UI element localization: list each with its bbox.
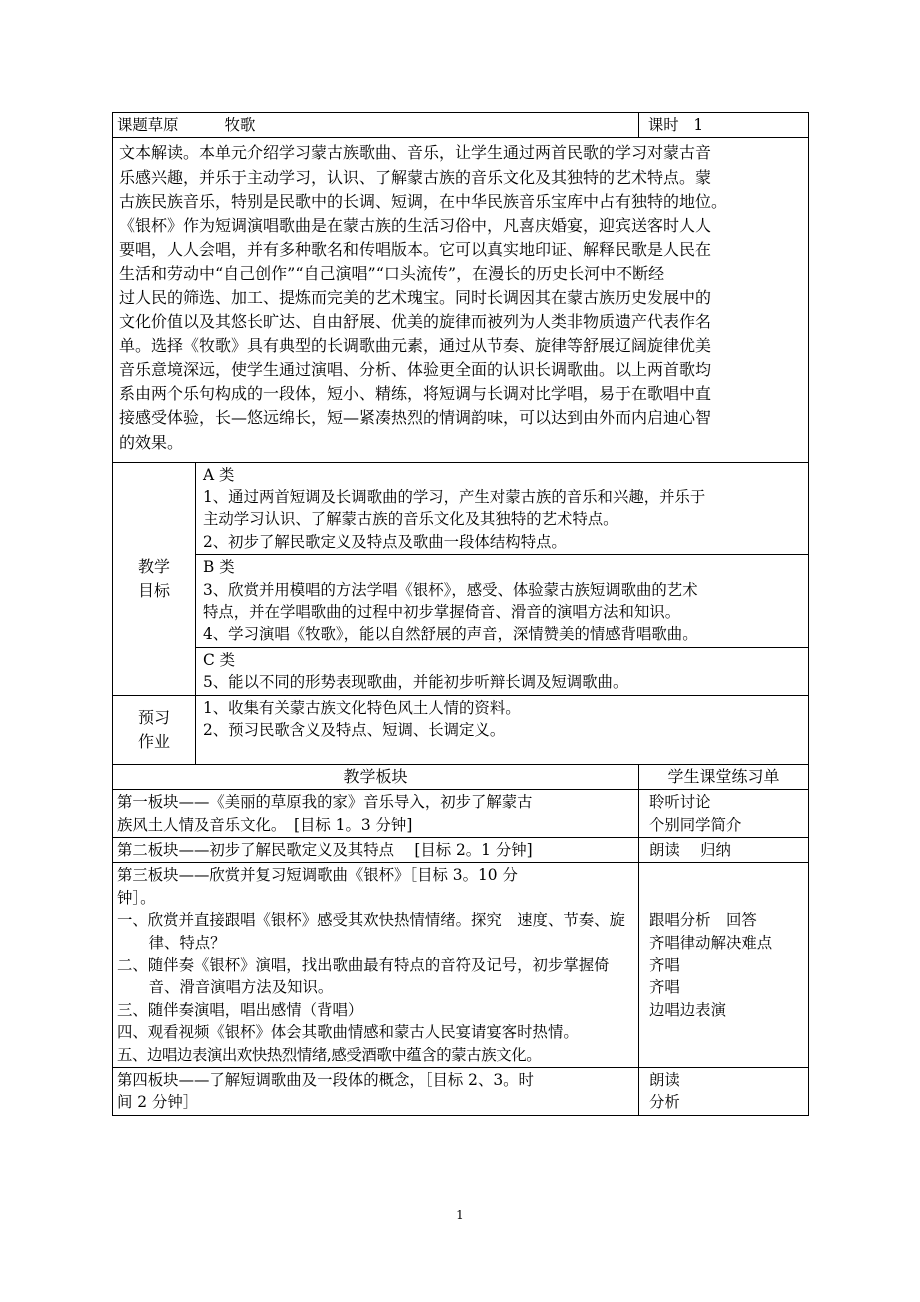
practice-line: 聆听讨论 (649, 793, 711, 812)
objectives-label-line: 目标 (137, 580, 170, 600)
page-number: 1 (456, 1208, 464, 1222)
preview-label (113, 695, 196, 764)
practice-line: 分析 (649, 1093, 680, 1112)
topic-cell (113, 113, 639, 138)
objectives-b-row (113, 555, 809, 648)
objective-line: 5、能以不同的形势表现歌曲，并能初步听辩长调及短调歌曲。 (203, 673, 629, 692)
objective-line: 主动学习认识、了解蒙古族的音乐文化及其独特的艺术特点。 (203, 510, 619, 529)
text-analysis-line: 过人民的筛选、加工、提炼而完美的艺术瑰宝。同时长调因其在蒙古族历史发展中的 (119, 287, 712, 307)
block-step: 四、观看视频《银杯》体会其歌曲情感和蒙古人民宴请宴客时热情。 (117, 1023, 579, 1042)
text-analysis-line: 接感受体验，长—悠远绵长，短—紧凑热烈的情调韵味，可以达到由外而内启迪心智 (119, 408, 712, 428)
preview-label-line: 预习 (137, 707, 170, 727)
objective-line: 1、通过两首短调及长调歌曲的学习，产生对蒙古族的音乐和兴趣，并乐于 (203, 488, 706, 507)
objectives-c-row (113, 647, 809, 695)
block-row (113, 837, 809, 862)
text-analysis-line: 系由两个乐句构成的一段体，短小、精练，将短调与长调对比学唱，易于在歌唱中直 (119, 384, 712, 404)
block-row (113, 790, 809, 838)
block-line: 钟］。 (117, 888, 156, 907)
practice-line: 齐唱 (649, 978, 680, 997)
block-step: 二、随伴奏《银杯》演唱，找出歌曲最有特点的音符及记号，初步掌握倚音、滑音演唱方法及知识。 (117, 955, 610, 997)
block-3-practice (639, 863, 809, 1068)
preview-cell (196, 695, 809, 764)
preview-line: 1、收集有关蒙古族文化特色风土人情的资料。 (203, 698, 521, 717)
block-line: 族风土人情及音乐文化。 [目标 1。3 分钟] (117, 815, 413, 834)
topic-name: 牧歌 (224, 116, 256, 134)
objectives-c-title: C 类 (203, 650, 236, 669)
text-analysis-cell (113, 138, 809, 462)
practice-line: 边唱边表演 (649, 1000, 726, 1019)
block-line: 第一板块——《美丽的草原我的家》音乐导入，初步了解蒙古 (117, 793, 533, 812)
block-2-cell (113, 837, 639, 862)
blocks-header-left: 教学板块 (113, 764, 639, 789)
objective-line: 2、初步了解民歌定义及特点及歌曲一段体结构特点。 (203, 532, 567, 551)
objectives-b-title: B 类 (203, 558, 235, 577)
preview-line: 2、预习民歌含义及特点、短调、长调定义。 (203, 721, 506, 740)
text-analysis-line: 单。选择《牧歌》具有典型的长调歌曲元素，通过从节奏、旋律等舒展辽阔旋律优美 (119, 336, 712, 356)
block-2-practice (639, 837, 809, 862)
practice-line: 朗读 (649, 1070, 680, 1089)
period-value: 1 (693, 116, 704, 134)
block-row (113, 1067, 809, 1115)
block-line: 间 2 分钟］ (117, 1093, 199, 1112)
block-line: 第三板块——欣赏并复习短调歌曲《银杯》［目标 3。10 分 (117, 866, 518, 885)
text-analysis-row (113, 138, 809, 462)
text-analysis-line: 《银杯》作为短调演唱歌曲是在蒙古族的生活习俗中，凡喜庆婚宴，迎宾送客时人人 (119, 215, 712, 235)
text-analysis-line: 音乐意境深远，使学生通过演唱、分析、体验更全面的认识长调歌曲。以上两首歌均 (119, 360, 712, 380)
text-analysis-line: 古族民族音乐，特别是民歌中的长调、短调，在中华民族音乐宝库中占有独特的地位。 (119, 191, 728, 211)
objective-line: 特点，并在学唱歌曲的过程中初步掌握倚音、滑音的演唱方法和知识。 (203, 603, 681, 622)
period-cell (639, 113, 809, 138)
block-step: 三、随伴奏演唱，唱出感情（背唱） (117, 1000, 364, 1019)
blocks-header-row (113, 764, 809, 789)
block-1-practice (639, 790, 809, 838)
text-analysis-line: 文化价值以及其悠长旷达、自由舒展、优美的旋律而被列为人类非物质遗产代表作名 (119, 312, 712, 332)
period-label: 课时 (647, 116, 679, 134)
text-analysis-line: 要唱，人人会唱，并有多种歌名和传唱版本。它可以真实地印证、解释民歌是人民在 (119, 239, 712, 259)
lesson-plan-table (112, 112, 809, 1116)
practice-line: 朗读 归纳 (649, 840, 731, 859)
preview-label-line: 作业 (137, 731, 170, 751)
text-analysis-line: 乐感兴趣，并乐于主动学习，认识、了解蒙古族的音乐文化及其独特的艺术特点。蒙 (119, 167, 712, 187)
block-step: 五、边唱边表演出欢快热烈情绪,感受酒歌中蕴含的蒙古族文化。 (117, 1045, 542, 1064)
preview-row (113, 695, 809, 764)
text-analysis-line: 的效果。 (119, 432, 184, 452)
practice-line: 个别同学简介 (649, 815, 742, 834)
text-analysis-line: 文本解读。本单元介绍学习蒙古族歌曲、音乐，让学生通过两首民歌的学习对蒙古音 (119, 143, 712, 163)
practice-line: 跟唱分析 回答 (649, 911, 757, 930)
practice-line: 齐唱律动解决难点 (649, 933, 773, 952)
block-line: 第二板块——初步了解民歌定义及其特点 [目标 2。1 分钟] (117, 840, 533, 859)
topic-row (113, 113, 809, 138)
block-3-cell (113, 863, 639, 1068)
objectives-b-cell (196, 555, 809, 648)
practice-line: 齐唱 (649, 955, 680, 974)
text-analysis-line: 生活和劳动中“自己创作”“自己演唱”“口头流传”，在漫长的历史长河中不断经 (119, 263, 665, 283)
objectives-a-cell (196, 462, 809, 555)
objectives-a-title: A 类 (203, 465, 235, 484)
objectives-a-row (113, 462, 809, 555)
block-step: 一、欣赏并直接跟唱《银杯》感受其欢快热情情绪。探究 速度、节奏、旋律、特点？ (117, 911, 625, 952)
objective-line: 3、欣赏并用模唱的方法学唱《银杯》，感受、体验蒙古族短调歌曲的艺术 (203, 580, 698, 599)
blocks-header-right: 学生课堂练习单 (639, 764, 809, 789)
block-4-cell (113, 1067, 639, 1115)
objectives-label-line: 教学 (137, 556, 170, 576)
objectives-label (113, 462, 196, 695)
block-1-cell (113, 790, 639, 838)
block-line: 第四板块——了解短调歌曲及一段体的概念，［目标 2、3。时 (117, 1070, 534, 1089)
objective-line: 4、学习演唱《牧歌》，能以自然舒展的声音，深情赞美的情感背唱歌曲。 (203, 625, 698, 644)
block-4-practice (639, 1067, 809, 1115)
topic-label: 课题草原 (117, 116, 179, 134)
objectives-c-cell (196, 647, 809, 695)
block-row (113, 863, 809, 1068)
